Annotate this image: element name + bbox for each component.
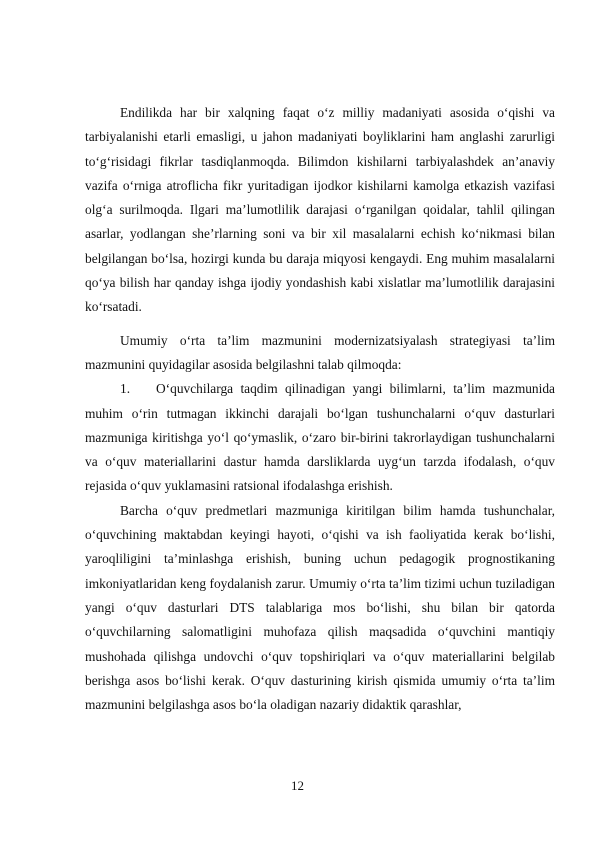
paragraph-closing: Barcha o‘quv predmetlari mazmuniga kiritilgan bilim hamda tushunchalar, o‘quvchining maktabdan keyingi hayoti, o‘qishi va ish faoliyatida kerak bo‘lishi, yaroqliligini ta’minlashga erishish, buning uchun pedagogik prognostikaning imkoniyatlaridan keng foydalanish zarur. Umumiy o‘rta ta’lim tizimi uchun tuziladigan yangi o‘quv dasturlari DTS talablariga mos bo‘lishi, shu bilan bir qatorda o‘quvchilarning salomatligini muhofaza qilish maqsadida o‘quvchini mantiqiy mushohada qilishga undovchi o‘quv topshiriqlari va o‘quv materiallarini belgilab berishga asos bo‘lishi kerak. O‘quv dasturining kirish qismida umumiy o‘rta ta’lim mazmunini belgilashga asos bo‘la oladigan nazariy didaktik qarashlar,: [85, 502, 555, 713]
paragraph-strategy: Umumiy o‘rta ta’lim mazmunini modernizatsiyalash strategiyasi ta’lim mazmunini quyidagilar asosida belgilashni talab qilmoqda:: [85, 332, 555, 372]
page-number: 12: [291, 778, 304, 793]
paragraph-intro: Endilikda har bir xalqning faqat o‘z milliy madaniyati asosida o‘qishi va tarbiyalanishi etarli emasligi, u jahon madaniyati boyliklarini ham anglashi zarurligi to‘g‘risidagi fikrlar tasdiqlanmoqda. Bilimdon kishilarni tarbiyalashdek an’anaviy vazifa o‘rniga atroflicha fikr yuritadigan ijodkor kishilarni kamolga etkazish vazifasi olg‘a surilmoqda. Ilgari ma’lumotlilik darajasi o‘rganilgan qoidalar, tahlil qilingan asarlar, yodlangan she’rlarning soni va bir xil masalalarni echish ko‘nikmasi bilan belgilangan bo‘lsa, hozirgi kunda bu daraja miqyosi kengaydi. Eng muhim masalalarni qo‘ya bilish har qanday ishga ijodiy yondashish kabi xislatlar ma’lumotlilik darajasini ko‘rsatadi.: [85, 105, 555, 315]
list-item-text: O‘quvchilarga taqdim qilinadigan yangi bilimlarni, ta’lim mazmunida muhim o‘rin tutmagan ikkinchi darajali bo‘lgan tushunchalarni o‘quv dasturlari mazmuniga kiritishga yo‘l qo‘ymaslik, o‘zaro bir-birini takrorlaydigan tushunchalarni va o‘quv materiallarini dastur hamda darsliklarda uyg‘un tarzda ifodalash, o‘quv rejasida o‘quv yuklamasini ratsional ifodalashga erishish.: [85, 381, 555, 494]
list-item: [85, 377, 555, 498]
body-text: [85, 101, 555, 717]
list-item-number: 1.: [120, 381, 131, 397]
